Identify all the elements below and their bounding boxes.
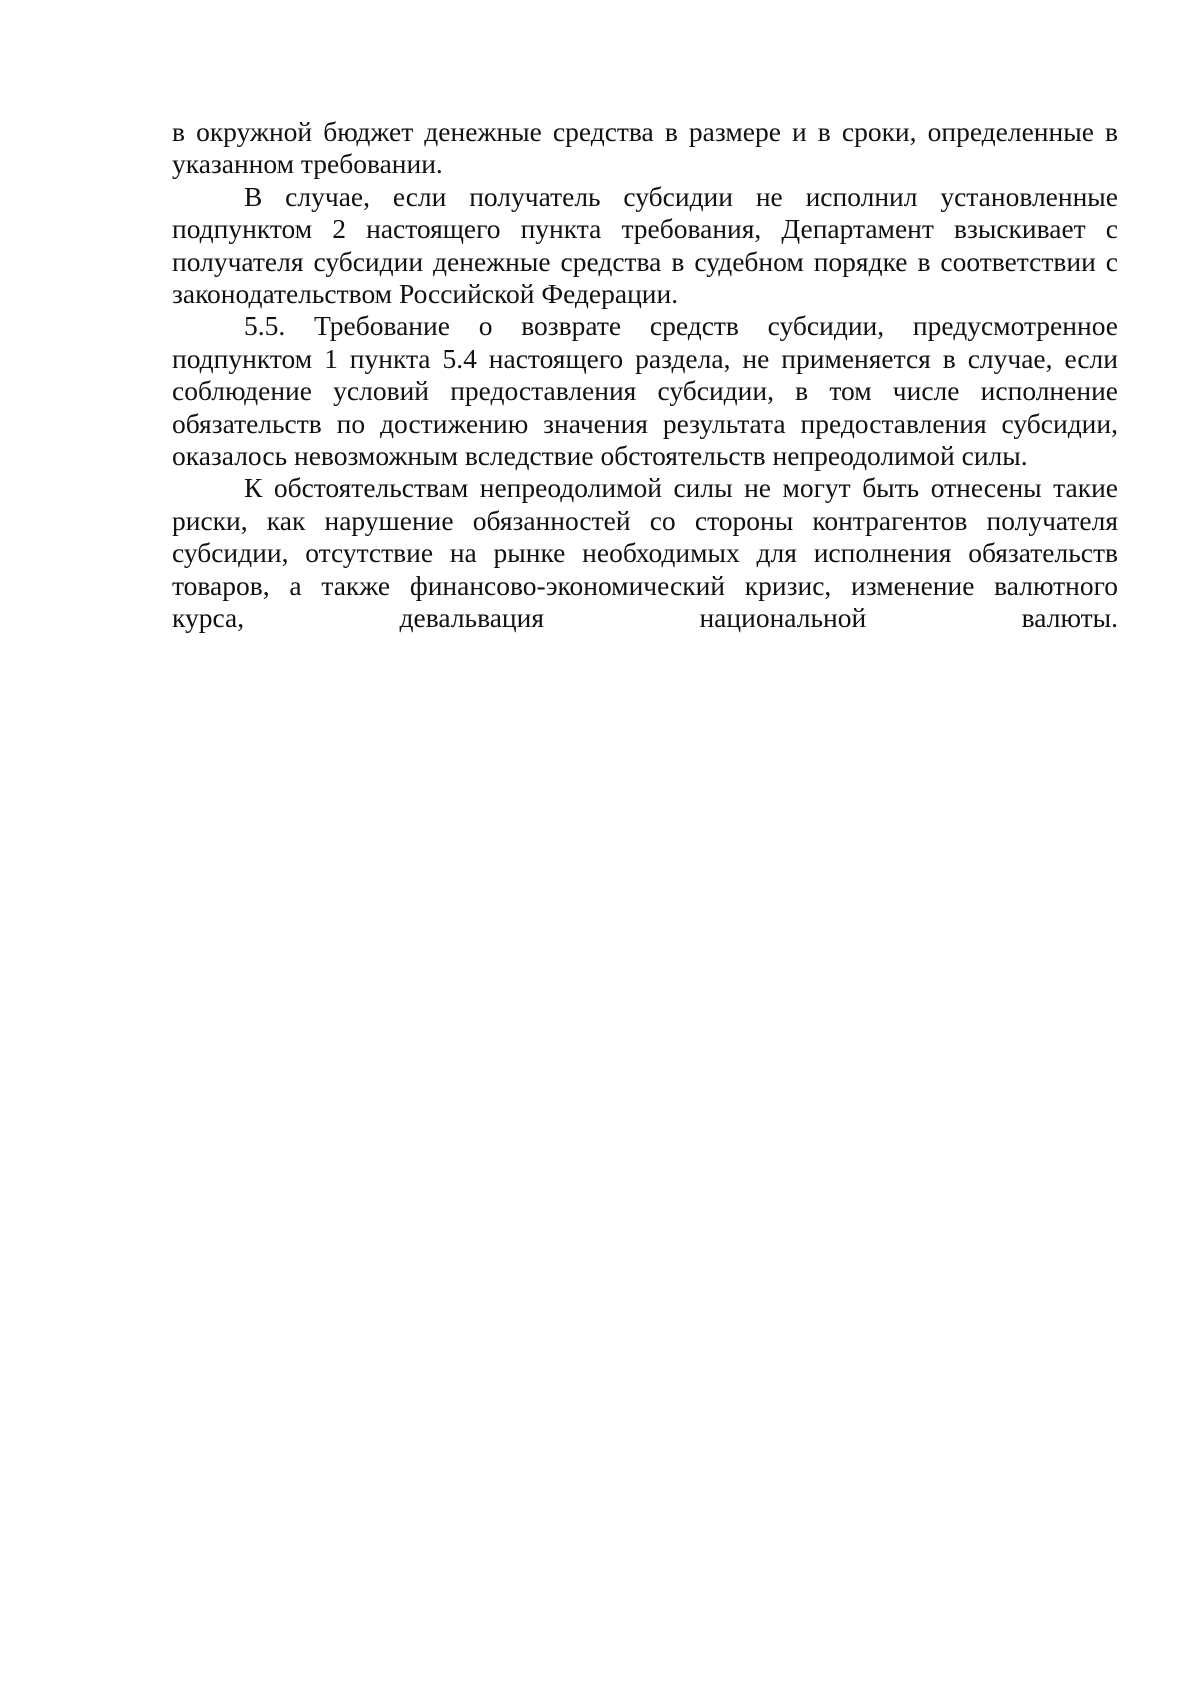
paragraph-recovery-court: В случае, если получатель субсидии не исполнил установленные подпунктом 2 настоящего пункта требования, Департамент взыскивает с получателя субсидии денежные средства в судебном порядке в соответствии с законодательством Российской Федерации. [172,180,1118,310]
paragraph-force-majeure-risks: К обстоятельствам непреодолимой силы не могут быть отнесены такие риски, как нарушение обязанностей со стороны контрагентов получателя субсидии, отсутствие на рынке необходимых для исполнения обязательств товаров, а также финансово-экономический кризис, изменение валютного курса, девальвация национальной валюты. [172,472,1118,634]
paragraph-5-5-force-majeure: 5.5. Требование о возврате средств субсидии, предусмотренное подпунктом 1 пункта 5.4 настоящего раздела, не применяется в случае, если соблюдение условий предоставления субсидии, в том числе исполнение обязательств по достижению значения результата предоставления субсидии, оказалось невозможным вследствие обстоятельств непреодолимой силы. [172,310,1118,472]
paragraph-budget-return: в окружной бюджет денежные средства в размере и в сроки, определенные в указанном требовании. [172,116,1118,180]
document-body [172,116,1118,635]
